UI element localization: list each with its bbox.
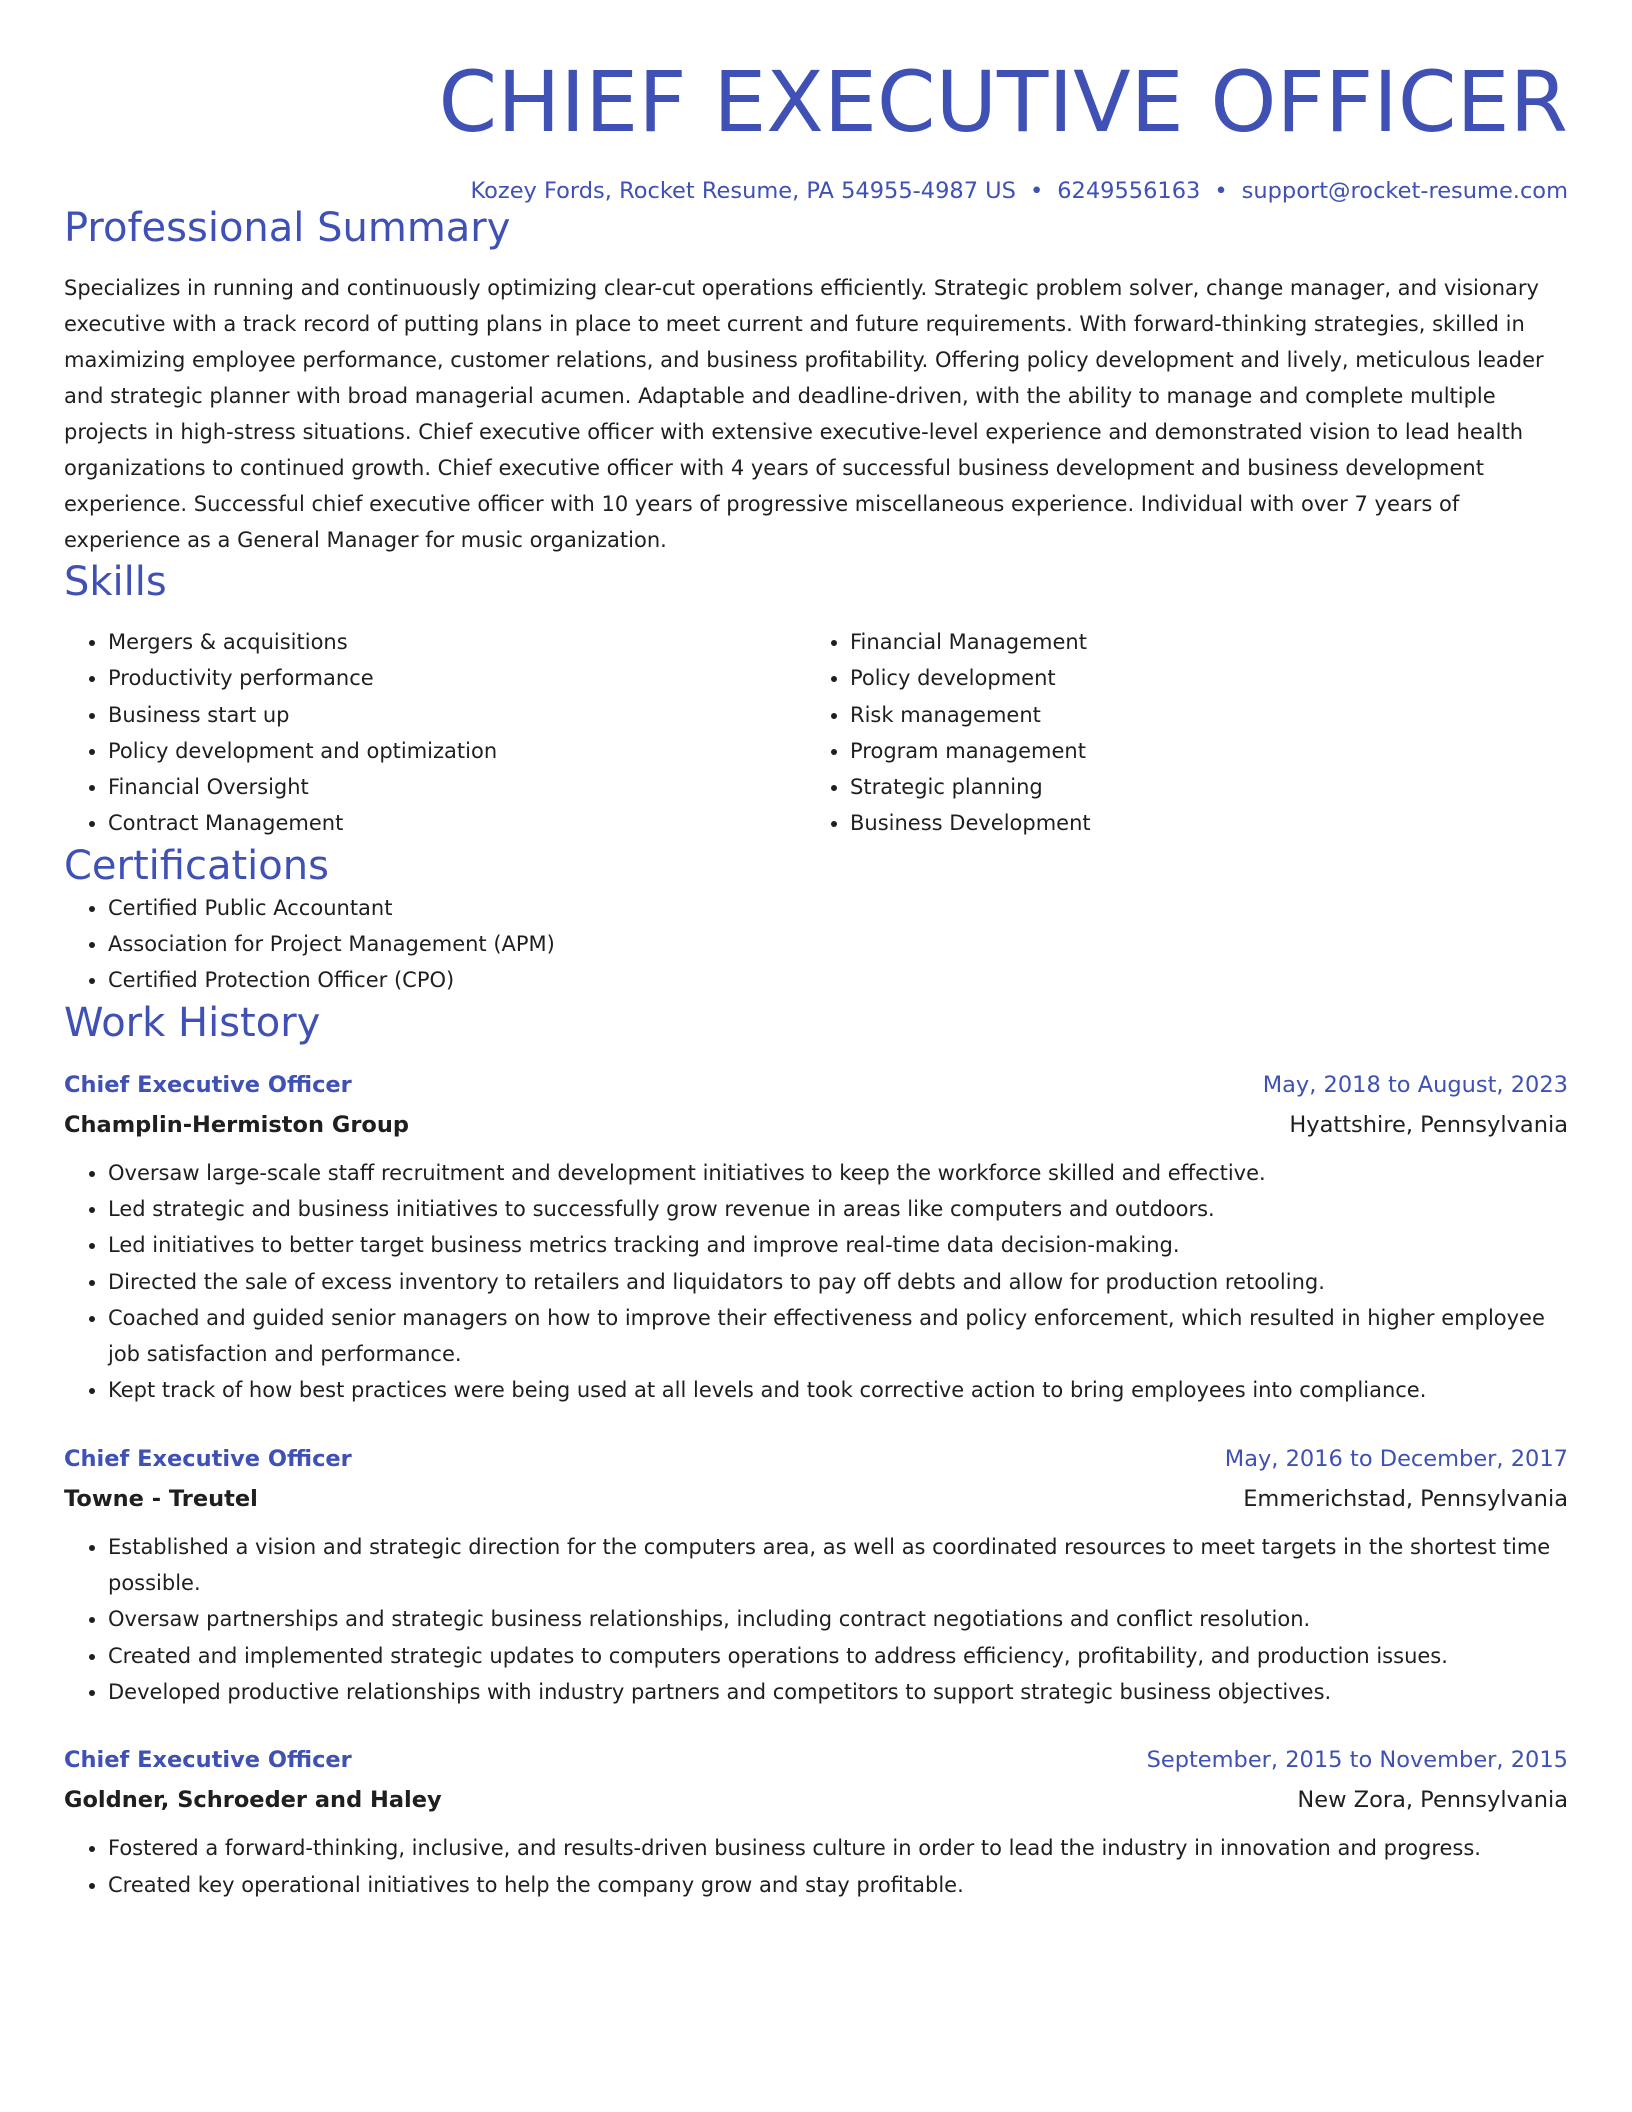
contact-line: [64, 178, 1568, 204]
contact-address: Kozey Fords, Rocket Resume, PA 54955-4987 US: [470, 178, 1016, 204]
job-bullet: • Kept track of how best practices were being used at all levels and took corrective action to bring employees into compliance.: [108, 1372, 1568, 1408]
job-bullet: • Created and implemented strategic updates to computers operations to address efficiency, profitability, and production issues.: [108, 1638, 1568, 1674]
job-title: Chief Executive Officer: [64, 1747, 352, 1774]
job-entry: [64, 1065, 1568, 1409]
resume-title: CHIEF EXECUTIVE OFFICER: [438, 53, 1568, 151]
job-company: Towne - Treutel: [64, 1485, 258, 1512]
job-bullet: • Established a vision and strategic direction for the computers area, as well as coordinated resources to meet targets in the shortest time possible.: [108, 1529, 1568, 1602]
job-dates: May, 2018 to August, 2023: [1262, 1071, 1568, 1098]
contact-separator: •: [1029, 178, 1044, 204]
job-location: Hyattshire, Pennsylvania: [1289, 1111, 1568, 1138]
job-bullet: • Created key operational initiatives to help the company grow and stay profitable.: [108, 1867, 1568, 1903]
job-bullets: [64, 1830, 1568, 1903]
job-company-row: [64, 1105, 1568, 1145]
certifications-heading: Certifications: [64, 842, 329, 889]
job-company-row: [64, 1780, 1568, 1820]
summary-heading: Professional Summary: [64, 205, 511, 251]
job-title: Chief Executive Officer: [64, 1071, 352, 1098]
job-entry: [64, 1740, 1568, 1903]
job-bullet: • Directed the sale of excess inventory to retailers and liquidators to pay off debts and allow for production retooling.: [108, 1264, 1568, 1300]
summary-text: Specializes in running and continuously optimizing clear-cut operations efficiently. Strategic problem solver, change manager, and visionary executive with a track record of putting plans in place to meet current and future requirements. With forward-thinking strategies, skilled in maximizing employee performance, customer relations, and business profitability. Offering policy development and lively, meticulous leader and strategic planner with broad managerial acumen. Adaptable and deadline-driven, with the ability to manage and complete multiple projects in high-stress situations. Chief executive officer with extensive executive-level experience and demonstrated vision to lead health organizations to continued growth. Chief executive officer with 4 years of successful business development and business development experience. Successful chief executive officer with 10 years of progressive miscellaneous experience. Individual with over 7 years of experience as a General Manager for music organization.: [64, 276, 1544, 552]
job-bullets: [64, 1529, 1568, 1710]
job-title-row: [64, 1439, 1568, 1479]
job-bullets: [64, 1155, 1568, 1409]
skills-heading: Skills: [64, 559, 167, 605]
skills-grid: [64, 624, 1568, 842]
job-company: Champlin-Hermiston Group: [64, 1111, 409, 1138]
skill-item: • Risk management: [850, 697, 1548, 733]
skill-item: • Contract Management: [108, 805, 806, 841]
skill-item: • Business start up: [108, 697, 806, 733]
job-bullet: • Oversaw partnerships and strategic business relationships, including contract negotiations and conflict resolution.: [108, 1601, 1568, 1637]
certification-item: • Certified Public Accountant: [108, 890, 1568, 926]
job-bullet: • Oversaw large-scale staff recruitment and development initiatives to keep the workforce skilled and effective.: [108, 1155, 1568, 1191]
job-location: Emmerichstad, Pennsylvania: [1243, 1485, 1568, 1512]
skill-item: • Policy development and optimization: [108, 733, 806, 769]
job-bullet: • Led strategic and business initiatives to successfully grow revenue in areas like computers and outdoors.: [108, 1191, 1568, 1227]
job-bullet: • Coached and guided senior managers on how to improve their effectiveness and policy enforcement, which resulted in higher employee job satisfaction and performance.: [108, 1300, 1568, 1373]
skill-item: • Policy development: [850, 660, 1548, 696]
skill-item: • Financial Management: [850, 624, 1548, 660]
job-dates: May, 2016 to December, 2017: [1224, 1445, 1568, 1472]
job-location: New Zora, Pennsylvania: [1297, 1787, 1568, 1814]
job-company: Goldner, Schroeder and Haley: [64, 1787, 442, 1814]
skill-item: • Mergers & acquisitions: [108, 624, 806, 660]
skill-item: • Financial Oversight: [108, 769, 806, 805]
job-company-row: [64, 1479, 1568, 1519]
contact-separator: •: [1214, 178, 1228, 204]
skills-list-right: [806, 624, 1548, 842]
job-bullet: • Developed productive relationships with industry partners and competitors to support strategic business objectives.: [108, 1674, 1568, 1710]
certification-item: • Association for Project Management (APM): [108, 926, 1568, 962]
job-entry: [64, 1439, 1568, 1710]
contact-email: support@rocket-resume.com: [1241, 178, 1568, 204]
skill-item: • Strategic planning: [850, 769, 1548, 805]
certification-item: • Certified Protection Officer (CPO): [108, 962, 1568, 998]
skill-item: • Productivity performance: [108, 660, 806, 696]
job-title: Chief Executive Officer: [64, 1445, 352, 1472]
certifications-list: [64, 890, 1568, 999]
skill-item: • Business Development: [850, 805, 1548, 841]
work-history-heading: Work History: [64, 999, 321, 1046]
job-bullet: • Fostered a forward-thinking, inclusive, and results-driven business culture in order to lead the industry in innovation and progress.: [108, 1830, 1568, 1866]
skills-list-left: [64, 624, 806, 842]
job-title-row: [64, 1740, 1568, 1780]
job-title-row: [64, 1065, 1568, 1105]
job-dates: September, 2015 to November, 2015: [1146, 1747, 1568, 1774]
job-bullet: • Led initiatives to better target business metrics tracking and improve real-time data decision-making.: [108, 1227, 1568, 1263]
skill-item: • Program management: [850, 733, 1548, 769]
contact-phone: 6249556163: [1057, 178, 1201, 204]
